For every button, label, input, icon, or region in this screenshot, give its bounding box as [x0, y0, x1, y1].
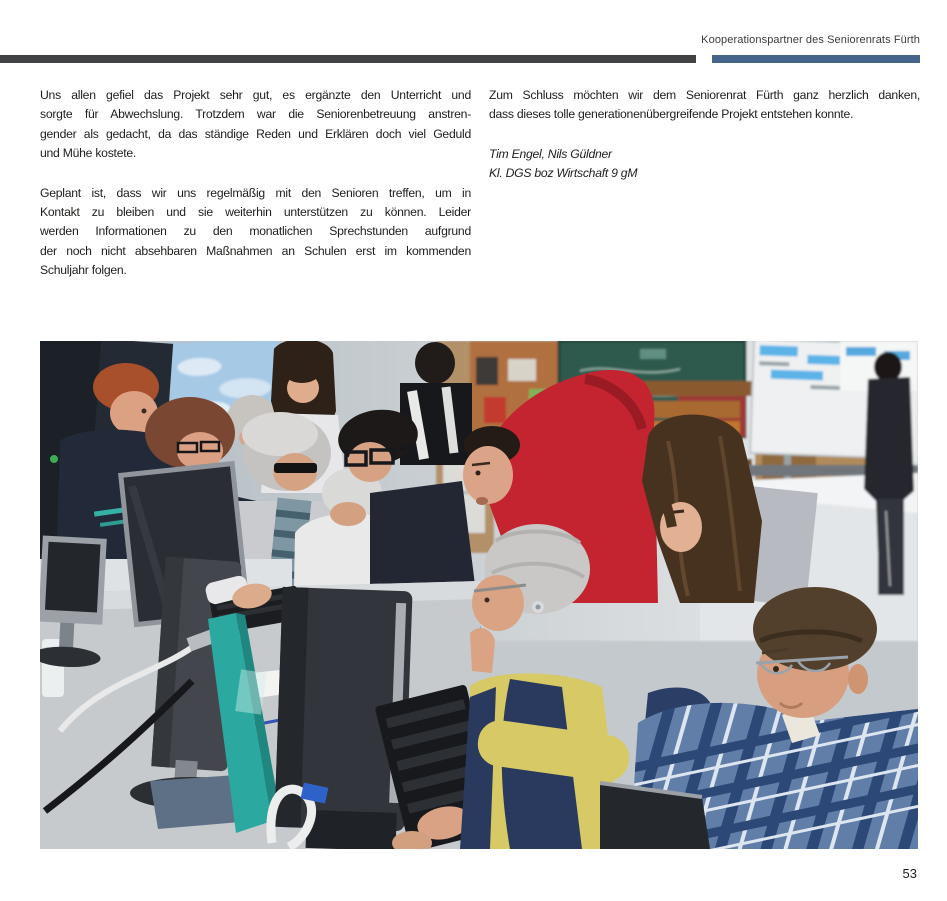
body-text-line: der noch nicht absehbaren Maßnahmen an Schulen erst im kommenden [40, 243, 471, 258]
body-text-line: Zum Schluss möchten wir dem Seniorenrat Fürth ganz herzlich danken, [489, 88, 920, 102]
paragraph [40, 86, 471, 164]
author-credit-line: Kl. DGS boz Wirtschaft 9 gM [489, 166, 638, 181]
article-column-right [489, 86, 920, 204]
body-text-line: Uns allen gefiel das Projekt sehr gut, es ergänzte den Unterricht und [40, 88, 471, 102]
section-header-label: Kooperationspartner des Seniorenrats Fürth [701, 34, 920, 46]
paragraph [489, 86, 920, 125]
paragraph [40, 184, 471, 281]
body-text-line: und Mühe kostete. [40, 146, 137, 161]
author-credit [489, 145, 920, 184]
body-text-line: dass dieses tolle generationenübergreifende Projekt entstehen konnte. [489, 107, 854, 122]
classroom-photo [40, 341, 918, 849]
body-text-line: Kontakt zu bleiben und sie weiterhin unterstützen zu können. Leider [40, 204, 471, 219]
body-text-line: sorgte für Abwechslung. Trotzdem war die Seniorenbetreuung anstren- [40, 107, 471, 122]
page-number: 53 [902, 866, 917, 881]
body-text-line: Geplant ist, dass wir uns regelmäßig mit den Senioren treffen, um in [40, 185, 471, 200]
author-credit-line: Tim Engel, Nils Güldner [489, 146, 612, 161]
body-text-line: werden Informationen zu den monatlichen Sprechstunden aufgrund [40, 224, 471, 239]
header-rule-blue [712, 55, 920, 63]
article-column-left [40, 86, 471, 301]
body-text-line: gender als gedacht, da das ständige Reden und Erklären doch viel Geduld [40, 126, 471, 141]
body-text-line: Schuljahr folgen. [40, 263, 127, 278]
header-rule-dark [0, 55, 696, 63]
